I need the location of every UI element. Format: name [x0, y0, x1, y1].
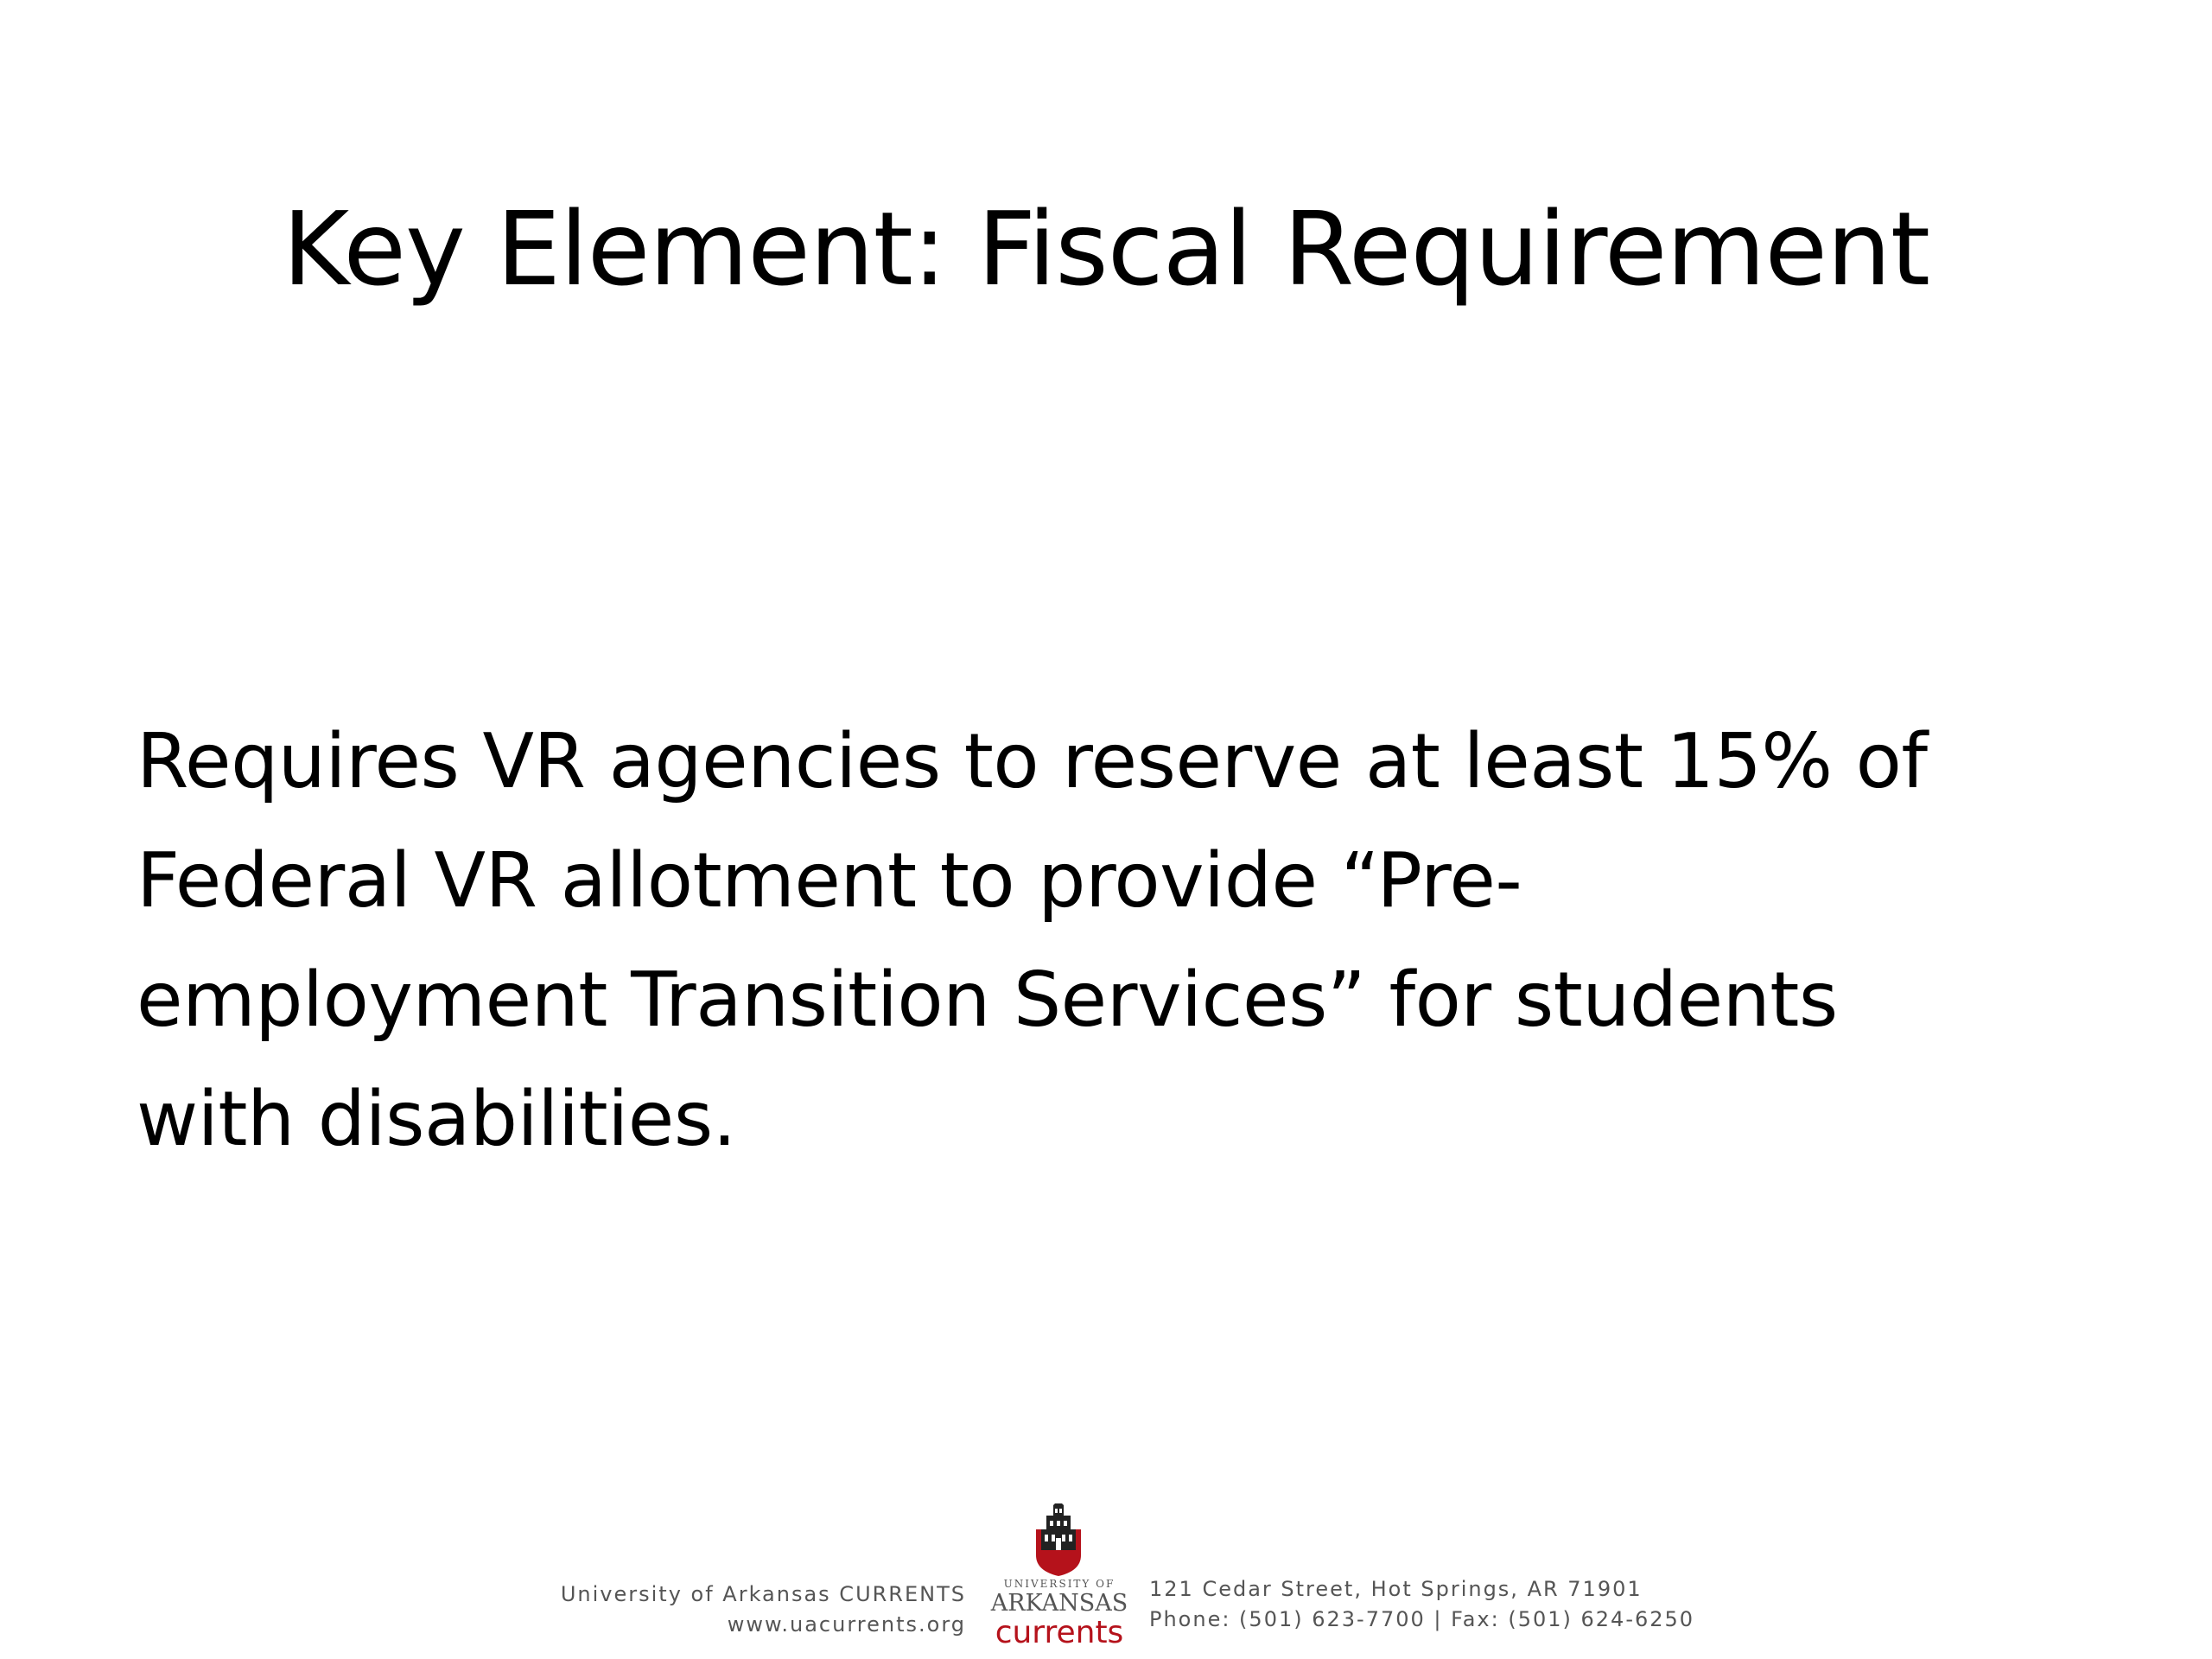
body-line: with disabilities. — [137, 1075, 736, 1163]
slide-body — [137, 702, 2063, 1179]
footer-address: 121 Cedar Street, Hot Springs, AR 71901 — [1149, 1577, 1643, 1601]
footer-website: www.uacurrents.org — [727, 1612, 966, 1637]
logo-currents: currents — [995, 1615, 1124, 1650]
body-line: employment Transition Services” for students — [137, 956, 1838, 1044]
body-line: Requires VR agencies to reserve at least 15% of — [137, 717, 1928, 805]
footer-org-name: University of Arkansas CURRENTS — [560, 1582, 966, 1606]
slide-title: Key Element: Fiscal Requirement — [282, 189, 1930, 308]
body-line: Federal VR allotment to provide “Pre- — [137, 836, 1522, 925]
footer-contact-info — [1149, 1574, 1694, 1635]
footer-org-info — [561, 1580, 966, 1640]
logo-arkansas: ARKANSAS — [990, 1590, 1128, 1617]
old-main-shield-icon — [1033, 1503, 1084, 1576]
footer-phone-fax: Phone: (501) 623-7700 | Fax: (501) 624-6250 — [1149, 1607, 1695, 1631]
logo-university-of: UNIVERSITY OF — [1003, 1578, 1116, 1590]
slide-footer — [0, 1503, 2212, 1659]
university-logo — [987, 1503, 1132, 1659]
